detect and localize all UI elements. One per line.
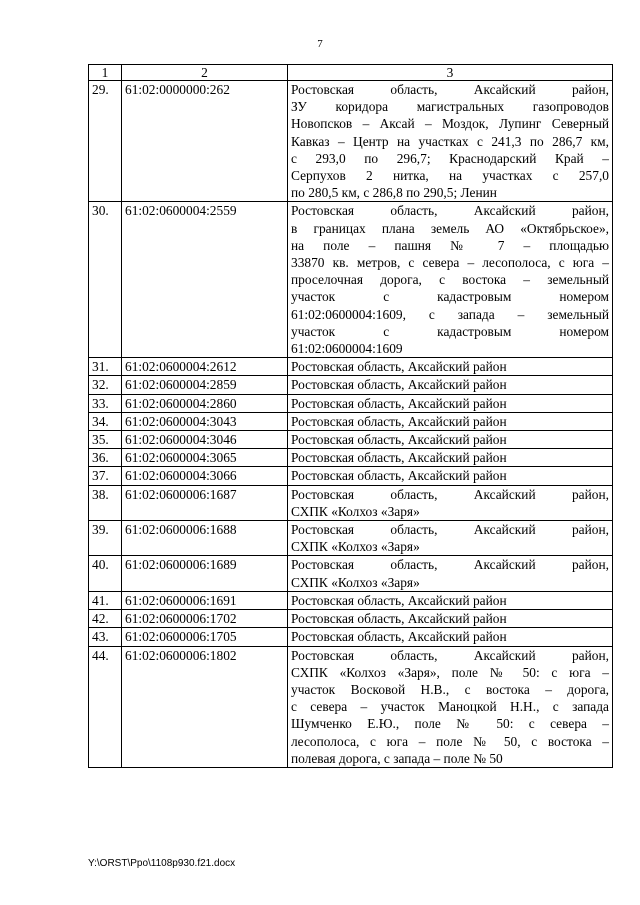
address-line: СХПК «Колхоз «Заря» [291, 539, 420, 555]
column-header: 2 [122, 65, 288, 81]
table-row [89, 485, 613, 520]
cadastral-number: 61:02:0600004:3043 [122, 412, 288, 430]
address-line: Кавказ – Центр на участках с 241,3 по 286,7 км, [291, 133, 609, 149]
address-line: ЗУ коридора магистральных газопроводов [291, 99, 609, 115]
address-line: по 280,5 км, с 286,8 по 290,5; Ленин [291, 185, 497, 201]
address-line: Ростовская область, Аксайский район, [291, 522, 609, 538]
location-description [288, 521, 613, 556]
address-line: Шумченко Е.Ю., поле № 50: с севера – [291, 716, 609, 732]
cadastral-number: 61:02:0600006:1688 [122, 521, 288, 556]
row-number: 37. [89, 467, 122, 485]
address-line: Ростовская область, Аксайский район [291, 395, 507, 411]
row-number: 41. [89, 591, 122, 609]
cadastral-number: 61:02:0600006:1689 [122, 556, 288, 591]
cadastral-number: 61:02:0600004:2612 [122, 358, 288, 376]
address-line: Ростовская область, Аксайский район, [291, 486, 609, 502]
address-line: Ростовская область, Аксайский район, [291, 647, 609, 663]
table-header-row [89, 65, 613, 81]
cadastral-number: 61:02:0600004:2559 [122, 202, 288, 358]
row-number: 35. [89, 431, 122, 449]
table-row [89, 628, 613, 646]
cadastral-number: 61:02:0600006:1687 [122, 485, 288, 520]
address-line: проселочная дорога, с востока – земельный [291, 272, 609, 288]
location-description [288, 376, 613, 394]
table-row [89, 467, 613, 485]
row-number: 39. [89, 521, 122, 556]
address-line: участок с кадастровым номером [291, 323, 609, 339]
address-line: Ростовская область, Аксайский район [291, 468, 507, 484]
address-line: Ростовская область, Аксайский район [291, 432, 507, 448]
cadastral-number: 61:02:0600006:1691 [122, 591, 288, 609]
address-line: Ростовская область, Аксайский район [291, 359, 507, 375]
location-description [288, 449, 613, 467]
table-row [89, 412, 613, 430]
table-row [89, 556, 613, 591]
address-line: Ростовская область, Аксайский район [291, 450, 507, 466]
location-description [288, 591, 613, 609]
cadastral-number: 61:02:0600004:3066 [122, 467, 288, 485]
cadastral-number: 61:02:0600004:3065 [122, 449, 288, 467]
address-line: участок с кадастровым номером [291, 289, 609, 305]
address-line: Новопсков – Аксай – Моздок, Лупинг Северный [291, 116, 609, 132]
row-number: 42. [89, 610, 122, 628]
row-number: 30. [89, 202, 122, 358]
address-line: участок Восковой Н.В., с востока – дорога, [291, 681, 609, 697]
file-path-footer: Y:\ORST\Ppo\1108p930.f21.docx [88, 858, 236, 869]
address-line: 61:02:0600004:1609, с запада – земельный [291, 306, 609, 322]
row-number: 44. [89, 646, 122, 767]
location-description [288, 412, 613, 430]
table-row [89, 394, 613, 412]
address-line: Ростовская область, Аксайский район [291, 413, 507, 429]
column-header: 1 [89, 65, 122, 81]
address-line: 61:02:0600004:1609 [291, 341, 403, 357]
address-line: Ростовская область, Аксайский район, [291, 557, 609, 573]
table-row [89, 521, 613, 556]
table-row [89, 358, 613, 376]
land-plot-table [88, 64, 613, 768]
address-line: 33870 кв. метров, с севера – лесополоса, с юга – [291, 255, 609, 271]
row-number: 38. [89, 485, 122, 520]
row-number: 43. [89, 628, 122, 646]
row-number: 34. [89, 412, 122, 430]
row-number: 36. [89, 449, 122, 467]
cadastral-number: 61:02:0000000:262 [122, 81, 288, 202]
address-line: СХПК «Колхоз «Заря» [291, 503, 420, 519]
cadastral-number: 61:02:0600006:1802 [122, 646, 288, 767]
location-description [288, 610, 613, 628]
table-row [89, 81, 613, 202]
address-line: полевая дорога, с запада – поле № 50 [291, 750, 503, 766]
address-line: Ростовская область, Аксайский район [291, 377, 507, 393]
location-description [288, 431, 613, 449]
address-line: Ростовская область, Аксайский район [291, 592, 507, 608]
cadastral-number: 61:02:0600006:1702 [122, 610, 288, 628]
location-description [288, 485, 613, 520]
address-line: Ростовская область, Аксайский район, [291, 82, 609, 97]
address-line: с севера – участок Маноцкой Н.Н., с запада [291, 699, 609, 715]
table-row [89, 610, 613, 628]
address-line: на поле – пашня № 7 – площадью [291, 237, 609, 253]
row-number: 31. [89, 358, 122, 376]
location-description [288, 358, 613, 376]
column-header: 3 [288, 65, 613, 81]
table-row [89, 376, 613, 394]
location-description [288, 628, 613, 646]
address-line: Ростовская область, Аксайский район [291, 611, 507, 627]
address-line: лесополоса, с юга – поле № 50, с востока – [291, 733, 609, 749]
table-row [89, 431, 613, 449]
cadastral-number: 61:02:0600004:2860 [122, 394, 288, 412]
location-description [288, 202, 613, 358]
row-number: 32. [89, 376, 122, 394]
table-row [89, 646, 613, 767]
location-description [288, 646, 613, 767]
table-row [89, 449, 613, 467]
location-description [288, 467, 613, 485]
row-number: 29. [89, 81, 122, 202]
address-line: Серпухов 2 нитка, на участках с 257,0 [291, 168, 609, 184]
location-description [288, 556, 613, 591]
address-line: в границах плана земель АО «Октябрьское», [291, 220, 609, 236]
table-row [89, 202, 613, 358]
address-line: Ростовская область, Аксайский район [291, 629, 507, 645]
cadastral-number: 61:02:0600004:3046 [122, 431, 288, 449]
row-number: 40. [89, 556, 122, 591]
address-line: с 293,0 по 296,7; Краснодарский Край – [291, 150, 609, 166]
row-number: 33. [89, 394, 122, 412]
address-line: СХПК «Колхоз «Заря», поле № 50: с юга – [291, 664, 609, 680]
page-number: 7 [317, 38, 323, 50]
location-description [288, 394, 613, 412]
location-description [288, 81, 613, 202]
table-row [89, 591, 613, 609]
cadastral-number: 61:02:0600006:1705 [122, 628, 288, 646]
address-line: Ростовская область, Аксайский район, [291, 203, 609, 219]
cadastral-number: 61:02:0600004:2859 [122, 376, 288, 394]
address-line: СХПК «Колхоз «Заря» [291, 574, 420, 590]
